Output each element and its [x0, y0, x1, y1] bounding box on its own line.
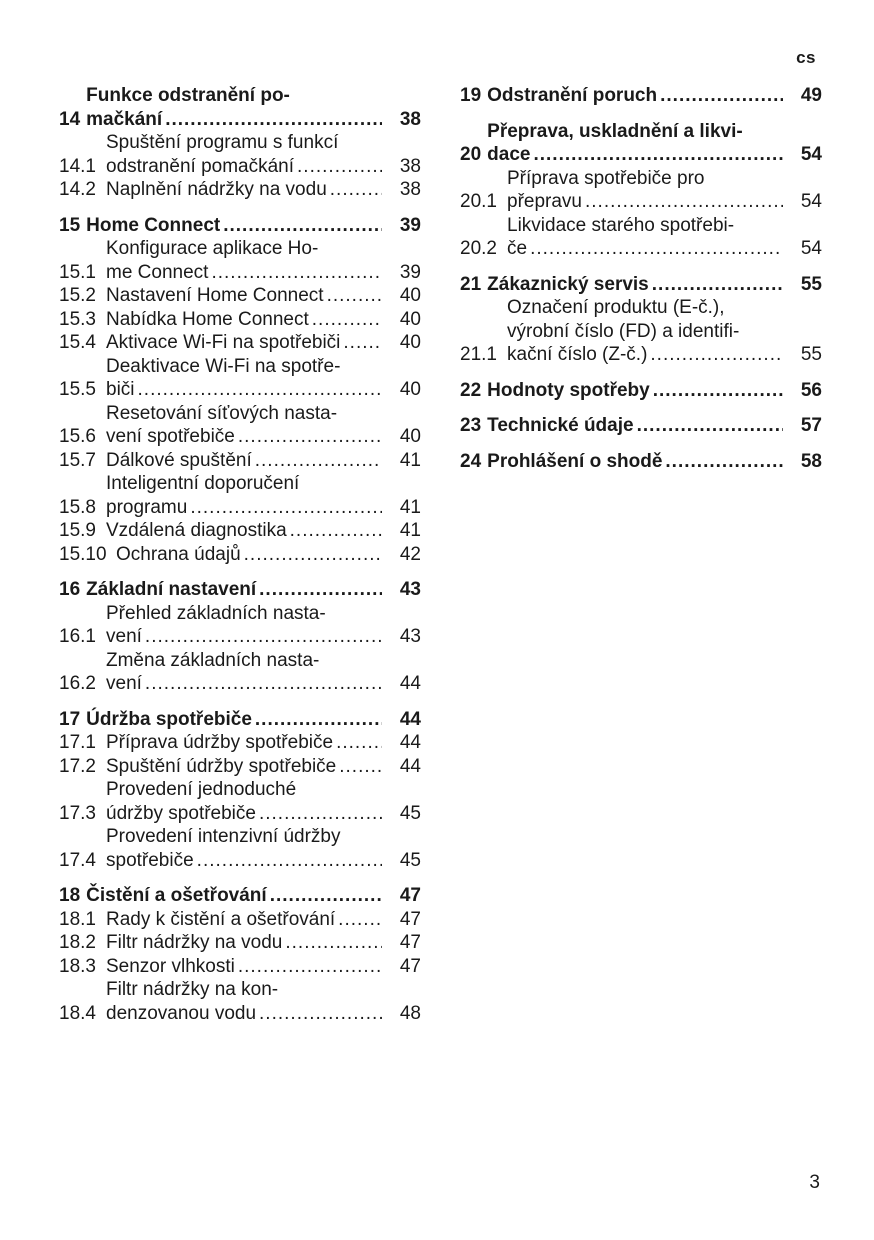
toc-entry-page: 38	[399, 179, 421, 200]
dot-leader	[637, 414, 783, 438]
toc-entry-title-line: Vzdálená diagnostika	[106, 520, 287, 541]
toc-entry-page: 47	[399, 955, 421, 977]
toc-entry-number: 17.3	[59, 802, 96, 824]
toc-entry-page: 54	[800, 238, 822, 259]
toc-entry-title-line: Čistění a ošetřování	[86, 885, 267, 906]
toc-entry-title-line: kační číslo (Z-č.)	[507, 344, 648, 365]
toc-entry-title	[106, 402, 385, 449]
toc-entry-number: 15	[59, 214, 81, 236]
toc-entry-title-line: programu	[106, 496, 188, 518]
toc-subsection-entry[interactable]	[59, 519, 421, 543]
toc-entry-title-line: Změna základních nasta-	[106, 649, 320, 671]
toc-entry-title-line: Aktivace Wi-Fi na spotřebiči	[106, 332, 341, 353]
toc-entry-title	[106, 472, 385, 519]
toc-entry-title	[507, 167, 786, 214]
toc-entry-title	[86, 884, 385, 908]
toc-entry-page: 38	[399, 155, 421, 177]
toc-subsection-entry[interactable]	[59, 543, 421, 567]
toc-entry-title	[106, 908, 385, 932]
toc-entry-title-line: Inteligentní doporučení	[106, 473, 300, 494]
toc-entry-page: 38	[399, 108, 421, 130]
toc-entry-title-line: mačkání	[86, 108, 163, 130]
toc-entry-title-line: Údržba spotřebiče	[86, 708, 252, 730]
dot-leader	[259, 578, 382, 602]
toc-entry-title	[487, 379, 786, 403]
toc-entry-number: 15.2	[59, 285, 96, 306]
toc-entry-title	[106, 449, 385, 473]
toc-entry-page: 41	[399, 520, 421, 541]
dot-leader	[338, 908, 382, 932]
toc-entry-page: 44	[399, 673, 421, 694]
toc-entry-title-line: Provedení jednoduché	[106, 779, 297, 800]
toc-entry-number: 15.9	[59, 520, 96, 541]
dot-leader	[290, 519, 382, 543]
toc-entry-page: 47	[399, 932, 421, 953]
toc-entry-number: 21	[460, 273, 482, 295]
toc-entry-title-line: Přeprava, uskladnění a likvi-	[487, 120, 743, 142]
toc-entry-title	[106, 649, 385, 696]
dot-leader	[653, 379, 783, 403]
toc-entry-page: 41	[399, 449, 421, 471]
toc-entry-title	[106, 602, 385, 649]
toc-entry-title-line: Filtr nádržky na vodu	[106, 932, 283, 953]
dot-leader	[145, 625, 382, 649]
toc-entry-title	[106, 731, 385, 755]
toc-entry-title	[487, 120, 786, 167]
toc-entry-number: 15.6	[59, 426, 96, 447]
toc-entry-number: 18.2	[59, 932, 96, 953]
toc-entry-page: 44	[399, 755, 421, 777]
toc-entry-title	[86, 214, 385, 238]
toc-section-entry[interactable]	[59, 214, 421, 238]
dot-leader	[270, 884, 382, 908]
toc-section	[460, 450, 822, 474]
toc-entry-title-line: Příprava spotřebiče pro	[507, 167, 705, 189]
toc-entry-title	[487, 273, 786, 297]
toc-subsection-entry[interactable]	[59, 955, 421, 979]
dot-leader	[259, 802, 382, 826]
toc-entry-title	[106, 331, 385, 355]
toc-subsection-entry[interactable]	[460, 296, 822, 367]
toc-section-entry[interactable]	[460, 273, 822, 297]
toc-entry-title	[106, 825, 385, 872]
toc-entry-page: 55	[800, 344, 822, 365]
toc-entry-number: 14.1	[59, 155, 96, 177]
toc-subsection-entry[interactable]	[59, 331, 421, 355]
toc-entry-title-line: vení spotřebiče	[106, 426, 235, 447]
toc-subsection-entry[interactable]	[59, 402, 421, 449]
toc-section-entry[interactable]	[460, 120, 822, 167]
toc-entry-title-line: Nastavení Home Connect	[106, 285, 324, 306]
toc-subsection-entry[interactable]	[59, 978, 421, 1025]
toc-section-entry[interactable]	[460, 84, 822, 108]
toc-entry-title	[487, 450, 786, 474]
toc-entry-page: 44	[399, 732, 421, 753]
toc-entry-title-line: Přehled základních nasta-	[106, 602, 326, 624]
toc-entry-page: 39	[399, 214, 421, 236]
toc-entry-title	[106, 284, 385, 308]
toc-section-entry[interactable]	[460, 414, 822, 438]
dot-leader	[223, 214, 382, 238]
toc-entry-page: 45	[399, 849, 421, 871]
dot-leader	[197, 849, 382, 873]
toc-entry-title	[106, 355, 385, 402]
dot-leader	[533, 143, 783, 167]
toc-subsection-entry[interactable]	[59, 602, 421, 649]
toc-entry-title-line: Základní nastavení	[86, 579, 257, 600]
toc-section-entry[interactable]	[460, 379, 822, 403]
toc-entry-title-line: vení	[106, 626, 142, 647]
toc-section	[460, 273, 822, 367]
page-number: 3	[809, 1172, 820, 1193]
toc-entry-number: 16.2	[59, 673, 96, 694]
toc-entry-number: 16	[59, 579, 81, 600]
toc-entry-title	[86, 708, 385, 732]
toc-section	[59, 884, 421, 1025]
toc-entry-page: 43	[399, 626, 421, 647]
dot-leader	[330, 178, 382, 202]
toc-section-entry[interactable]	[59, 578, 421, 602]
toc-entry-title-line: Naplnění nádržky na vodu	[106, 179, 327, 200]
toc-entry-title-line: odstranění pomačkání	[106, 155, 295, 177]
toc-section	[59, 578, 421, 696]
toc-subsection-entry[interactable]	[59, 131, 421, 178]
toc-entry-page: 40	[399, 308, 421, 330]
toc-subsection-entry[interactable]	[59, 731, 421, 755]
toc-entry-number: 15.3	[59, 308, 96, 330]
toc-entry-page: 55	[800, 273, 822, 295]
toc-entry-page: 48	[399, 1002, 421, 1024]
toc-entry-page: 57	[800, 415, 822, 436]
toc-entry-page: 58	[800, 450, 822, 472]
toc-entry-title-line: Funkce odstranění po-	[86, 85, 290, 106]
toc-entry-title-line: Provedení intenzivní údržby	[106, 826, 341, 847]
toc-entry-number: 15.10	[59, 543, 107, 565]
toc-entry-number: 14.2	[59, 179, 96, 200]
dot-leader	[255, 449, 382, 473]
toc-entry-title-line: denzovanou vodu	[106, 1002, 257, 1024]
toc-entry-page: 54	[800, 191, 822, 212]
toc-entry-number: 17.1	[59, 732, 96, 753]
toc-entry-title-line: Odstranění poruch	[487, 85, 658, 106]
toc-section	[460, 414, 822, 438]
dot-leader	[211, 261, 382, 285]
toc-subsection-entry[interactable]	[59, 237, 421, 284]
toc-entry-number: 19	[460, 85, 482, 106]
toc-entry-page: 44	[399, 708, 421, 730]
toc-entry-title	[106, 931, 385, 955]
toc-entry-page: 40	[399, 285, 421, 306]
toc-entry-title-line: Nabídka Home Connect	[106, 308, 309, 330]
toc-entry-title-line: Příprava údržby spotřebiče	[106, 732, 334, 753]
toc-entry-title-line: Ochrana údajů	[116, 543, 241, 565]
toc-entry-title	[86, 84, 385, 131]
toc-entry-title-line: výrobní číslo (FD) a identifi-	[507, 320, 740, 342]
toc-section-entry[interactable]	[59, 84, 421, 131]
toc-section	[59, 84, 421, 202]
toc-entry-page: 39	[399, 261, 421, 283]
toc-column-left	[59, 84, 421, 1037]
dot-leader	[244, 543, 382, 567]
toc-entry-title-line: Home Connect	[86, 214, 221, 236]
dot-leader	[312, 308, 382, 332]
toc-entry-title	[106, 308, 385, 332]
toc-entry-title	[487, 84, 786, 108]
toc-subsection-entry[interactable]	[59, 449, 421, 473]
toc-entry-title	[106, 178, 385, 202]
dot-leader	[145, 672, 382, 696]
toc-entry-number: 15.4	[59, 332, 96, 353]
toc-entry-title-line: Likvidace starého spotřebi-	[507, 214, 735, 236]
toc-entry-title	[116, 543, 385, 567]
toc-entry-title-line: Resetování síťových nasta-	[106, 402, 338, 424]
toc-entry-title-line: Spuštění údržby spotřebiče	[106, 755, 337, 777]
dot-leader	[585, 190, 783, 214]
toc-entry-page: 40	[399, 332, 421, 353]
toc-entry-number: 17.4	[59, 849, 96, 871]
toc-subsection-entry[interactable]	[460, 167, 822, 214]
toc-column-right	[460, 84, 822, 485]
toc-entry-title	[106, 778, 385, 825]
toc-entry-number: 20.2	[460, 238, 497, 259]
toc-entry-title-line: Prohlášení o shodě	[487, 450, 663, 472]
toc-entry-title-line: Označení produktu (E-č.),	[507, 297, 725, 318]
toc-entry-title	[106, 131, 385, 178]
dot-leader	[339, 755, 382, 779]
toc-subsection-entry[interactable]	[59, 649, 421, 696]
toc-subsection-entry[interactable]	[59, 472, 421, 519]
toc-entry-number: 14	[59, 108, 81, 130]
toc-entry-number: 24	[460, 450, 482, 472]
toc-section	[460, 84, 822, 108]
toc-entry-title-line: spotřebiče	[106, 849, 194, 871]
toc-entry-number: 20	[460, 144, 482, 165]
toc-entry-title	[507, 214, 786, 261]
dot-leader	[652, 273, 783, 297]
toc-entry-title-line: Hodnoty spotřeby	[487, 379, 650, 401]
dot-leader	[327, 284, 382, 308]
dot-leader	[255, 708, 382, 732]
toc-entry-number: 22	[460, 379, 482, 401]
toc-subsection-entry[interactable]	[460, 214, 822, 261]
dot-leader	[238, 955, 382, 979]
toc-entry-number: 23	[460, 415, 482, 436]
toc-entry-title-line: údržby spotřebiče	[106, 802, 256, 824]
toc-subsection-entry[interactable]	[59, 178, 421, 202]
toc-entry-page: 47	[399, 908, 421, 930]
toc-entry-title-line: Dálkové spuštění	[106, 449, 252, 471]
toc-entry-title	[106, 237, 385, 284]
dot-leader	[297, 155, 382, 179]
toc-section-entry[interactable]	[59, 708, 421, 732]
toc-entry-title-line: me Connect	[106, 261, 209, 283]
toc-entry-title	[487, 414, 786, 438]
toc-entry-title-line: Spuštění programu s funkcí	[106, 132, 339, 153]
dot-leader	[238, 425, 382, 449]
toc-entry-title-line: Technické údaje	[487, 415, 634, 436]
toc-entry-title-line: dace	[487, 144, 531, 165]
toc-section	[59, 214, 421, 567]
toc-entry-title-line: Deaktivace Wi-Fi na spotře-	[106, 355, 341, 377]
toc-subsection-entry[interactable]	[59, 908, 421, 932]
toc-entry-title	[86, 578, 385, 602]
toc-entry-title-line: Filtr nádržky na kon-	[106, 979, 279, 1000]
toc-entry-number: 15.1	[59, 261, 96, 283]
toc-subsection-entry[interactable]	[59, 308, 421, 332]
dot-leader	[660, 84, 783, 108]
toc-entry-title	[106, 955, 385, 979]
toc-entry-number: 17.2	[59, 755, 96, 777]
toc-entry-page: 54	[800, 144, 822, 165]
toc-entry-number: 18.3	[59, 955, 96, 977]
toc-entry-title-line: vení	[106, 673, 142, 694]
toc-entry-page: 49	[800, 85, 822, 106]
toc-entry-number: 20.1	[460, 191, 497, 212]
toc-section-entry[interactable]	[59, 884, 421, 908]
toc-entry-number: 15.8	[59, 496, 96, 518]
dot-leader	[336, 731, 382, 755]
toc-entry-number: 15.5	[59, 379, 96, 400]
toc-section-entry[interactable]	[460, 450, 822, 474]
toc-subsection-entry[interactable]	[59, 825, 421, 872]
toc-entry-page: 40	[399, 379, 421, 400]
dot-leader	[259, 1002, 382, 1026]
toc-entry-number: 17	[59, 708, 81, 730]
toc-subsection-entry[interactable]	[59, 355, 421, 402]
toc-entry-page: 47	[399, 885, 421, 906]
toc-entry-title	[106, 755, 385, 779]
dot-leader	[530, 237, 783, 261]
toc-entry-title-line: Senzor vlhkosti	[106, 955, 235, 977]
toc-entry-title-line: přepravu	[507, 191, 582, 212]
toc-entry-number: 18.1	[59, 908, 96, 930]
toc-section	[460, 120, 822, 261]
toc-subsection-entry[interactable]	[59, 778, 421, 825]
dot-leader	[665, 450, 783, 474]
toc-entry-page: 42	[399, 543, 421, 565]
toc-section	[59, 708, 421, 873]
toc-subsection-entry[interactable]	[59, 931, 421, 955]
toc-entry-page: 56	[800, 379, 822, 401]
toc-entry-number: 18	[59, 885, 81, 906]
toc-entry-title-line: če	[507, 238, 528, 259]
toc-subsection-entry[interactable]	[59, 284, 421, 308]
toc-entry-page: 41	[399, 496, 421, 518]
language-code: cs	[796, 48, 816, 67]
toc-subsection-entry[interactable]	[59, 755, 421, 779]
toc-entry-page: 43	[399, 579, 421, 600]
toc-entry-page: 45	[399, 802, 421, 824]
dot-leader	[343, 331, 382, 355]
toc-entry-title	[106, 978, 385, 1025]
toc-entry-title	[507, 296, 786, 367]
toc-entry-title-line: Konfigurace aplikace Ho-	[106, 238, 319, 259]
toc-entry-page: 40	[399, 426, 421, 447]
toc-section	[460, 379, 822, 403]
dot-leader	[650, 343, 783, 367]
toc-entry-title	[106, 519, 385, 543]
toc-entry-title-line: Rady k čistění a ošetřování	[106, 908, 336, 930]
dot-leader	[165, 108, 382, 132]
dot-leader	[285, 931, 382, 955]
dot-leader	[190, 496, 382, 520]
toc-entry-number: 15.7	[59, 449, 96, 471]
toc-entry-title-line: biči	[106, 379, 135, 400]
toc-entry-number: 18.4	[59, 1002, 96, 1024]
dot-leader	[138, 378, 382, 402]
toc-entry-number: 21.1	[460, 344, 497, 365]
toc-entry-title-line: Zákaznický servis	[487, 273, 649, 295]
toc-entry-number: 16.1	[59, 626, 96, 647]
